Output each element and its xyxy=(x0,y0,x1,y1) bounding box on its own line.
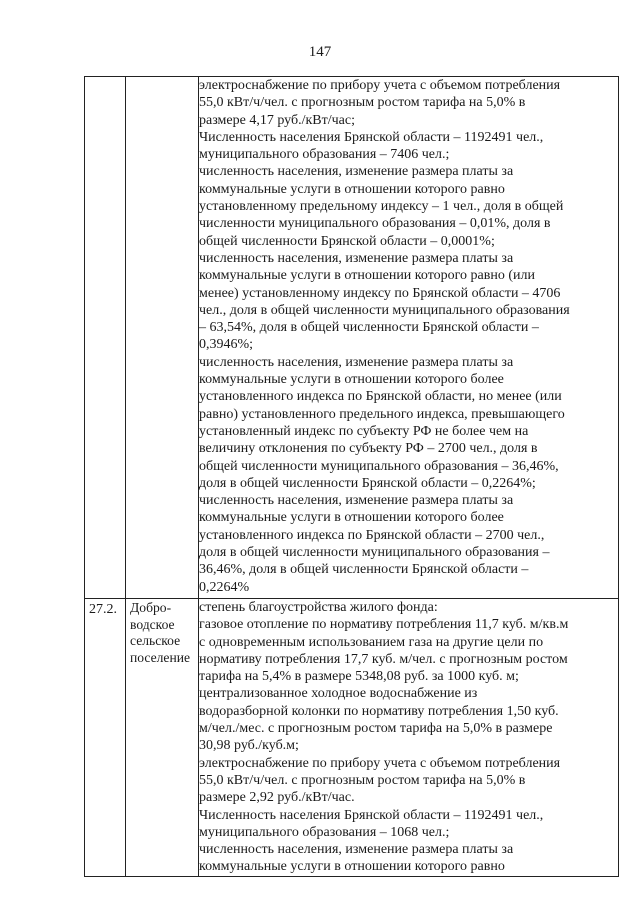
row-text-cell xyxy=(199,599,619,877)
text-line: численность населения, изменение размера платы за xyxy=(199,164,514,180)
text-line: доля в общей численности муниципального образования – xyxy=(199,545,550,561)
text-line: установленного индекса по Брянской области, но менее (или xyxy=(199,389,562,405)
text-line: тарифа на 5,4% в размере 5348,08 руб. за 1000 куб. м; xyxy=(199,669,519,685)
text-line: численность населения, изменение размера платы за xyxy=(199,250,514,266)
text-line: муниципального образования – 1068 чел.; xyxy=(199,824,450,840)
text-line: электроснабжение по прибору учета с объемом потребления xyxy=(199,78,561,93)
text-line: установленного индекса по Брянской области – 2700 чел., xyxy=(199,527,545,543)
text-line: доля в общей численности Брянской области – 0,2264%; xyxy=(199,475,536,491)
table-row xyxy=(85,599,619,877)
text-line: равно) установленного предельного индекса, превышающего xyxy=(199,406,565,422)
text-line: 55,0 кВт/ч/чел. с прогнозным ростом тарифа на 5,0% в xyxy=(199,95,526,111)
text-line: 0,2264% xyxy=(199,579,250,595)
text-line: Численность населения Брянской области – 1192491 чел., xyxy=(199,129,544,145)
text-line: 0,3946%; xyxy=(199,337,254,353)
page-number: 147 xyxy=(308,44,332,60)
text-line: водоразборной колонки по нормативу потребления 1,50 куб. xyxy=(199,703,559,719)
text-line: численности муниципального образования – 0,01%, доля в xyxy=(199,216,551,232)
text-line: коммунальные услуги в отношении которого равно (или xyxy=(199,268,535,284)
text-line: м/чел./мес. с прогнозным ростом тарифа на 5,0% в размере xyxy=(199,721,553,737)
text-line: 55,0 кВт/ч/чел. с прогнозным ростом тарифа на 5,0% в xyxy=(199,772,526,788)
text-line: с одновременным использованием газа на другие цели по xyxy=(199,634,544,650)
text-line: чел., доля в общей численности муниципального образования xyxy=(199,302,570,318)
settlement-name-line: водское xyxy=(130,616,175,632)
text-line: степень благоустройства жилого фонда: xyxy=(199,600,438,615)
text-line: нормативу потребления 17,7 куб. м/чел. с прогнозным ростом xyxy=(199,651,568,667)
text-line: размере 2,92 руб./кВт/час. xyxy=(199,790,355,806)
row-number xyxy=(85,77,125,79)
text-line: газовое отопление по нормативу потребления 11,7 куб. м/кв.м xyxy=(199,617,569,633)
row-text-cell xyxy=(199,77,619,599)
settlement-name-line: Добро- xyxy=(130,600,172,615)
text-line: 36,46%, доля в общей численности Брянской области – xyxy=(199,562,529,578)
text-line: размере 4,17 руб./кВт/час; xyxy=(199,112,355,128)
text-line: численность населения, изменение размера платы за xyxy=(199,842,514,858)
text-line: общей численности муниципального образования – 36,46%, xyxy=(199,458,559,474)
table-row xyxy=(85,77,619,599)
settlement-name-cell xyxy=(126,77,199,599)
text-line: численность населения, изменение размера платы за xyxy=(199,354,514,370)
text-line: 30,98 руб./куб.м; xyxy=(199,738,299,754)
text-line: установленному предельному индексу – 1 чел., доля в общей xyxy=(199,199,564,215)
text-line: Численность населения Брянской области – 1192491 чел., xyxy=(199,807,544,823)
text-line: коммунальные услуги в отношении которого равно xyxy=(199,859,505,875)
text-line: – 63,54%, доля в общей численности Брянской области – xyxy=(199,320,539,336)
text-line: электроснабжение по прибору учета с объемом потребления xyxy=(199,755,561,771)
row-number: 27.2. xyxy=(89,602,117,617)
text-line: коммунальные услуги в отношении которого равно xyxy=(199,181,505,197)
row-number-cell xyxy=(85,599,126,877)
settlement-name-line: поселение xyxy=(130,649,191,665)
municipal-data-table xyxy=(84,76,619,877)
row-number-cell xyxy=(85,77,126,599)
text-line: муниципального образования – 7406 чел.; xyxy=(199,147,450,163)
settlement-name-line: сельское xyxy=(130,633,181,649)
text-line: коммунальные услуги в отношении которого более xyxy=(199,510,504,526)
settlement-name-cell xyxy=(126,599,199,877)
text-line: установленный индекс по субъекту РФ не более чем на xyxy=(199,423,529,439)
text-line: менее) установленному индексу по Брянской области – 4706 xyxy=(199,285,561,301)
text-line: общей численности Брянской области – 0,0001%; xyxy=(199,233,495,249)
text-line: величину отклонения по субъекту РФ – 2700 чел., доля в xyxy=(199,441,538,457)
text-line: численность населения, изменение размера платы за xyxy=(199,493,514,509)
text-line: централизованное холодное водоснабжение из xyxy=(199,686,478,702)
text-line: коммунальные услуги в отношении которого более xyxy=(199,372,504,388)
